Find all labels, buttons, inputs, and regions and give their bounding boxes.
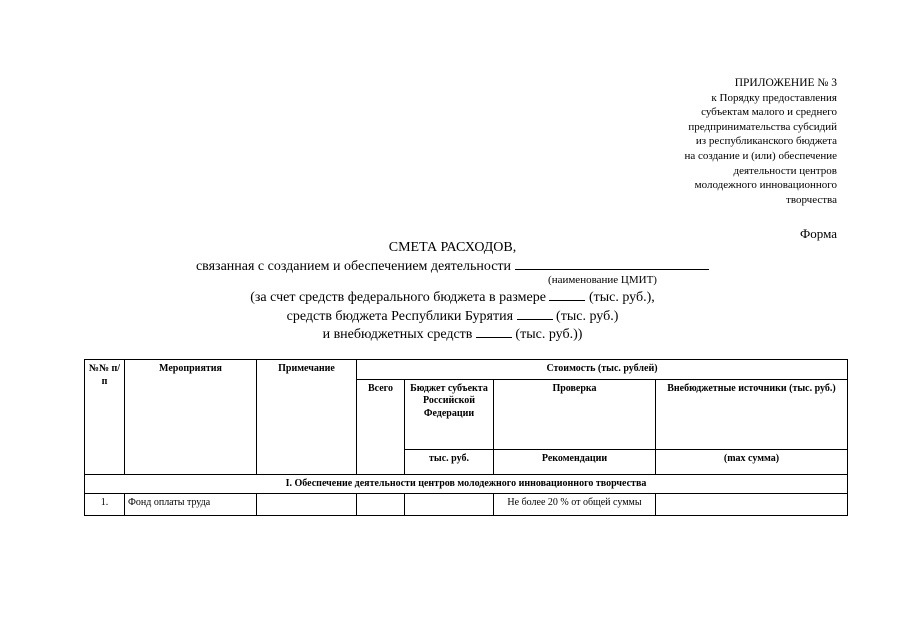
heading-line-5 — [0, 325, 905, 344]
table-row — [85, 494, 848, 516]
document-title: СМЕТА РАСХОДОВ, — [388, 240, 517, 255]
col-cost-header: Стоимость (тыс. рублей) — [357, 360, 848, 380]
form-label: Форма — [800, 226, 837, 241]
row-budget[interactable] — [405, 494, 494, 516]
appendix-line: предпринимательства субсидий — [688, 120, 837, 133]
extrabudget-amount-blank[interactable] — [476, 325, 512, 338]
col-extra-header: Внебюджетные источники (тыс. руб.) — [656, 379, 848, 449]
heading-text: (тыс. руб.)) — [515, 327, 583, 342]
row-check: Не более 20 % от общей суммы — [494, 494, 656, 516]
heading-text: связанная с созданием и обеспечением деятельности — [195, 258, 512, 274]
federal-amount-blank[interactable] — [549, 288, 585, 301]
heading-line-3 — [0, 288, 905, 307]
row-num: 1. — [85, 494, 125, 516]
heading-text: (тыс. руб.) — [556, 308, 619, 324]
appendix-line: творчества — [786, 193, 837, 206]
republic-amount-blank[interactable] — [517, 307, 553, 320]
appendix-line: из республиканского бюджета — [695, 135, 837, 148]
row-extra[interactable] — [656, 494, 848, 516]
appendix-line: деятельности центров — [733, 164, 837, 177]
appendix-line: на создание и (или) обеспечение — [684, 149, 837, 162]
col-total-header: Всего — [357, 379, 405, 474]
heading-text: (за счет средств федерального бюджета в размере — [250, 290, 546, 305]
heading-text: (тыс. руб.), — [588, 290, 655, 305]
col-activity-header: Мероприятия — [125, 360, 257, 475]
center-name-blank[interactable] — [515, 257, 709, 270]
heading-line-2 — [0, 257, 905, 276]
col-budget-header: Бюджет субъекта Российской Федерации — [405, 379, 494, 449]
col-note-header: Примечание — [257, 360, 357, 475]
document-heading — [0, 240, 905, 344]
appendix-line: молодежного инновационного — [694, 179, 837, 192]
appendix-block — [537, 76, 837, 207]
sub-budget-header: тыс. руб. — [405, 449, 494, 474]
appendix-title: ПРИЛОЖЕНИЕ № 3 — [734, 77, 837, 89]
row-total[interactable] — [357, 494, 405, 516]
center-name-hint: (наименование ЦМИТ) — [548, 274, 657, 286]
heading-line-4 — [0, 307, 905, 326]
sub-extra-header: (max сумма) — [656, 449, 848, 474]
col-num-header: №№ п/п — [85, 360, 125, 475]
col-check-header: Проверка — [494, 379, 656, 449]
section-header: I. Обеспечение деятельности центров молодежного инновационного творчества — [85, 474, 848, 494]
heading-text: и внебюджетных средств — [322, 327, 473, 342]
heading-text: средств бюджета Республики Бурятия — [286, 308, 514, 324]
estimate-table — [84, 359, 848, 516]
sub-check-header: Рекомендации — [494, 449, 656, 474]
row-note[interactable] — [257, 494, 357, 516]
row-activity: Фонд оплаты труда — [125, 494, 257, 516]
appendix-line: субъектам малого и среднего — [701, 106, 837, 119]
appendix-line: к Порядку предоставления — [711, 91, 837, 104]
